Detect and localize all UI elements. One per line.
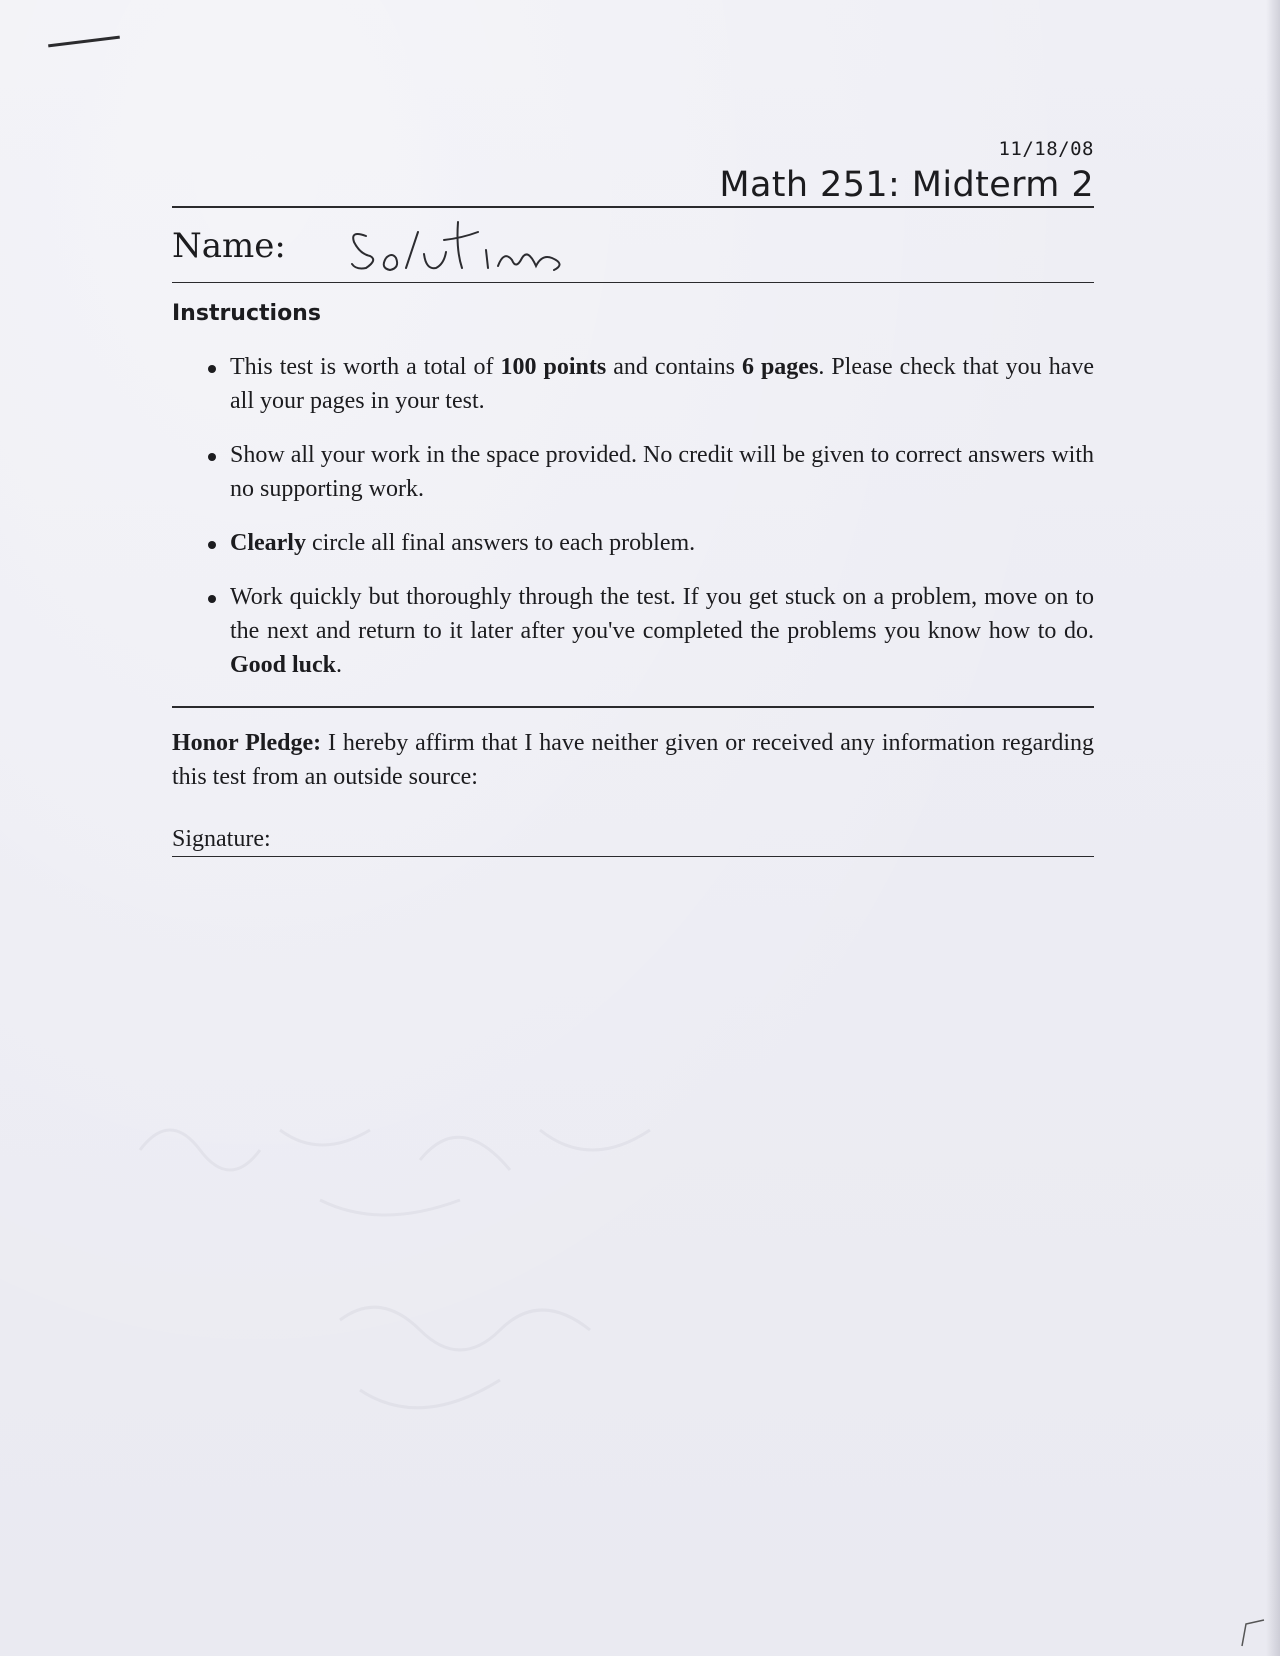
instruction-text: This test is worth a total of [230, 354, 501, 381]
bleed-through-scribble [120, 1090, 680, 1250]
instruction-text: Work quickly but thoroughly through the test. If you get stuck on a problem, move on to the next and return to it later after you've completed the problems you know how to do. [230, 584, 1094, 645]
exam-title: Math 251: Midterm 2 [719, 165, 1094, 205]
signature-line[interactable] [172, 822, 1094, 857]
instruction-text: circle all final answers to each problem. [305, 530, 696, 557]
instruction-item [172, 580, 1094, 682]
name-rule [172, 282, 1094, 284]
instruction-text: and contains [606, 354, 742, 381]
instruction-text: 100 points [500, 354, 607, 381]
exam-date: 11/18/08 [998, 138, 1094, 160]
exam-content [172, 138, 1094, 857]
instruction-text: Clearly [230, 530, 306, 557]
instruction-text: . Please check that you have all your pages in your test. [230, 354, 1095, 415]
bullet-icon [208, 365, 216, 373]
corner-fold-mark [1240, 1618, 1266, 1648]
page-edge-shadow [1266, 0, 1280, 1656]
instruction-item [172, 350, 1094, 418]
pen-mark [48, 36, 120, 48]
bullet-icon [208, 453, 216, 461]
instructions-heading: Instructions [172, 301, 321, 327]
signature-label: Signature: [172, 825, 271, 852]
handwritten-name-solutions [340, 210, 610, 280]
honor-pledge-text: I hereby affirm that I have neither given or received any information regarding this test from an outside source: [172, 729, 1094, 790]
instruction-item [172, 438, 1094, 506]
instruction-text: 6 pages [741, 354, 819, 381]
instruction-item [172, 526, 1094, 560]
instruction-text: Show all your work in the space provided. No credit will be given to correct answers with no supporting work. [230, 442, 1094, 503]
bullet-icon [208, 541, 216, 549]
instruction-text: Good luck [230, 652, 337, 679]
instruction-text: . [336, 652, 343, 679]
bullet-icon [208, 595, 216, 603]
name-label: Name: [172, 225, 286, 266]
section-rule [172, 706, 1094, 708]
honor-pledge [172, 726, 1094, 794]
honor-pledge-label: Honor Pledge: [172, 729, 322, 756]
name-row [172, 208, 1094, 282]
instructions-list [172, 350, 1094, 682]
bleed-through-scribble-2 [300, 1280, 720, 1440]
